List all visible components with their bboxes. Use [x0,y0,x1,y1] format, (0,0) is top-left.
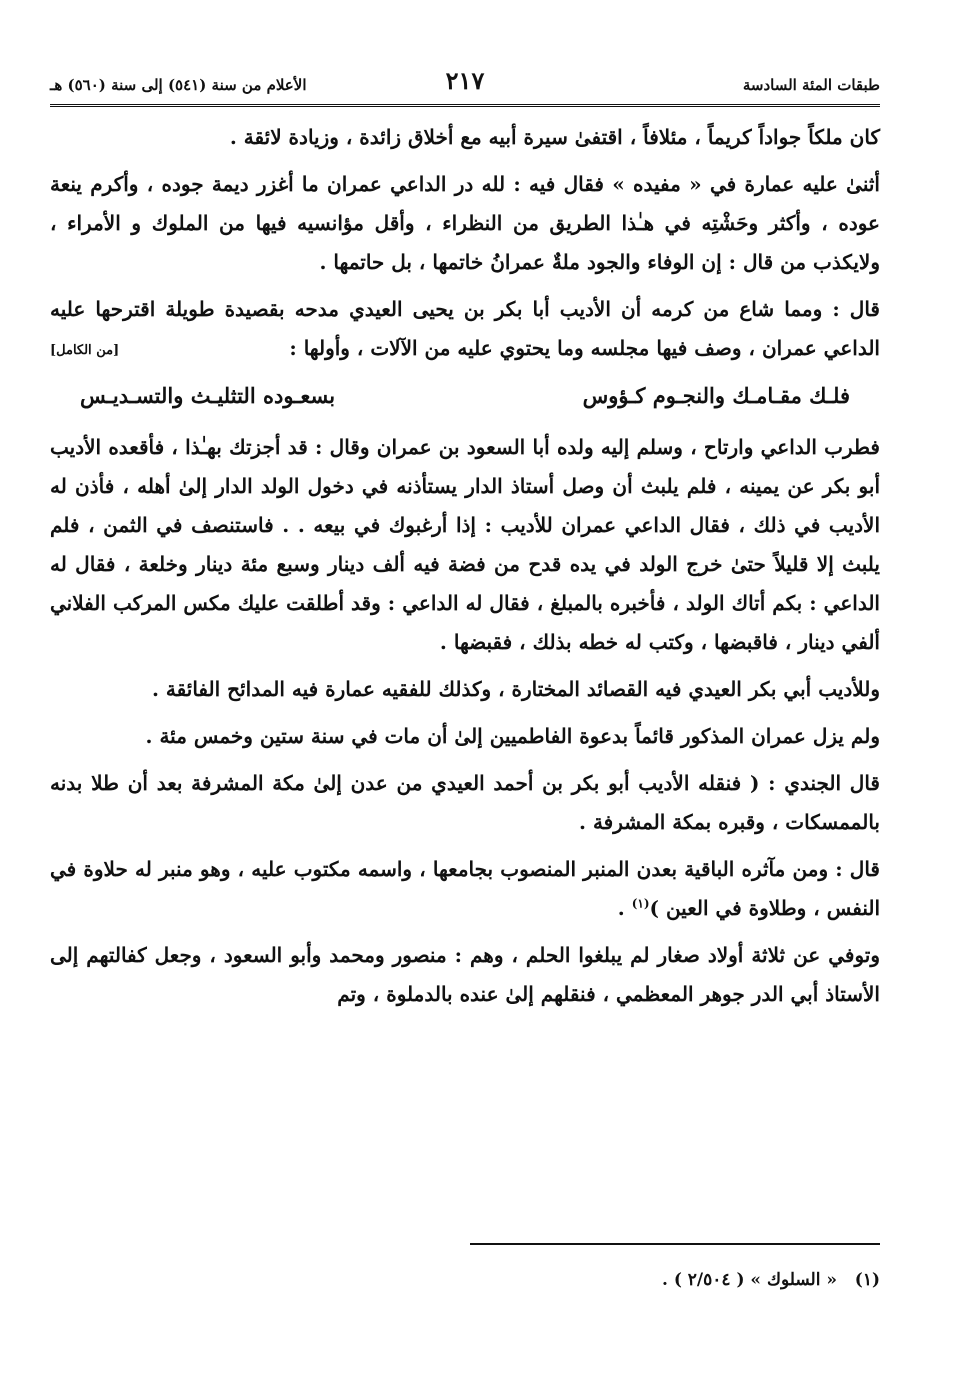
paragraph-end: . [617,896,632,920]
paragraph [50,290,880,368]
paragraph-text: قال : ومن مآثره الباقية بعدن المنبر المنصوب بجامعها ، واسمه مكتوب عليه ، وهو منبر له حلاوة في النفس ، وطلاوة في العين ) [50,857,880,920]
paragraph: قال الجندي : ( فنقله الأديب أبو بكر بن أحمد العيدي من عدن إلىٰ مكة المشرفة بعد أن طلا بدنه بالممسكات ، وقبره بمكة المشرفة . [50,771,880,834]
paragraph: أثنىٰ عليه عمارة في « مفيده » فقال فيه : لله در الداعي عمران ما أغزر ديمة جوده ، وأكرم ينعة عوده ، وأكثر وحَشْتِه في هـٰذا الطريق من النظراء ، وأقل مؤانسيه فيها من الملوك و الأمراء ، ولايكذب من قال : إن الوفاء والجود ملةٌ عمرانُ خاتمها ، بل حاتمها . [50,172,880,274]
paragraph: كان ملكاً جواداً كريماً ، مئلافاً ، اقتفىٰ سيرة أبيه مع أخلاق زائدة ، وزيادة لائقة . [229,125,880,149]
paragraph: وتوفي عن ثلاثة أولاد صغار لم يبلغوا الحلم ، وهم : منصور ومحمد وأبو السعود ، وجعل كفالتهم إلى الأستاذ أبي الدر جوهر المعظمي ، فنقلهم إلىٰ عنده بالدملوة ، وتم [50,943,880,1006]
footnote-separator [470,1243,880,1245]
header-rule [50,104,880,107]
footnote-text: « السلوك » ( ٢/٥٠٤ ) . [661,1270,837,1290]
section-title: طبقات المئة السادسة [742,76,880,94]
paragraph: ولم يزل عمران المذكور قائماً بدعوة الفاطميين إلىٰ أن مات في سنة ستين وخمس مئة . [145,724,880,748]
paragraph-text: قال : ومما شاع من كرمه أن الأديب أبا بكر بن يحيى العيدي مدحه بقصيدة طويلة اقترحها عليه الداعي عمران ، وصف فيها مجلسه وما يحتوي عليه من الآلات ، وأولها : [50,297,880,360]
verse-second-hemistich: بسعـوده التثليـث والتسـديـس [80,383,336,408]
poetic-meter-label: [من الكامل] [50,343,120,358]
verse-first-hemistich: فلـك مقـامـك والنجـوم كـؤوس [582,383,850,408]
running-header [50,62,880,102]
footnote [80,1266,880,1294]
poem-verse [50,376,880,416]
paragraph: فطرب الداعي وارتاح ، وسلم إليه ولده أبا السعود بن عمران وقال : قد أجزتك بهـٰذا ، فأقعده الأديب أبو بكر عن يمينه ، فلم يلبث أن وصل أستاذ الدار يستأذنه في دخول الولد الدار إلىٰ أهله ، فأذن له الأديب في ذلك ، فقال الداعي عمران للأديب : إذا أرغبوك في بيعه . . فاستنصف في الثمن ، فلم يلبث إلا قليلاً حتىٰ خرج الولد في يده قدح من فضة فيه ألف دينار وسبع مئة دينار وخلعة ، فقال له الداعي : بكم أتاك الولد ، فأخبره بالمبلغ ، فقال له الداعي : وقد أطلقت عليك مكس المركب الفلاني ألفي دينار ، فاقبضها ، وكتب له خطه بذلك ، فقبضها . [50,435,880,654]
footnote-marker: (١) [854,1270,880,1290]
paragraph [50,850,880,928]
paragraph: وللأديب أبي بكر العيدي فيه القصائد المختارة ، وكذلك للفقيه عمارة فيه المدائح الفائقة . [152,677,880,701]
page-body [50,118,880,1022]
page-number: ٢١٧ [445,66,485,95]
footnote-reference: (١) [631,896,650,911]
chapter-range-title: الأعلام من سنة (٥٤١) إلى سنة (٥٦٠) هـ [50,76,307,94]
